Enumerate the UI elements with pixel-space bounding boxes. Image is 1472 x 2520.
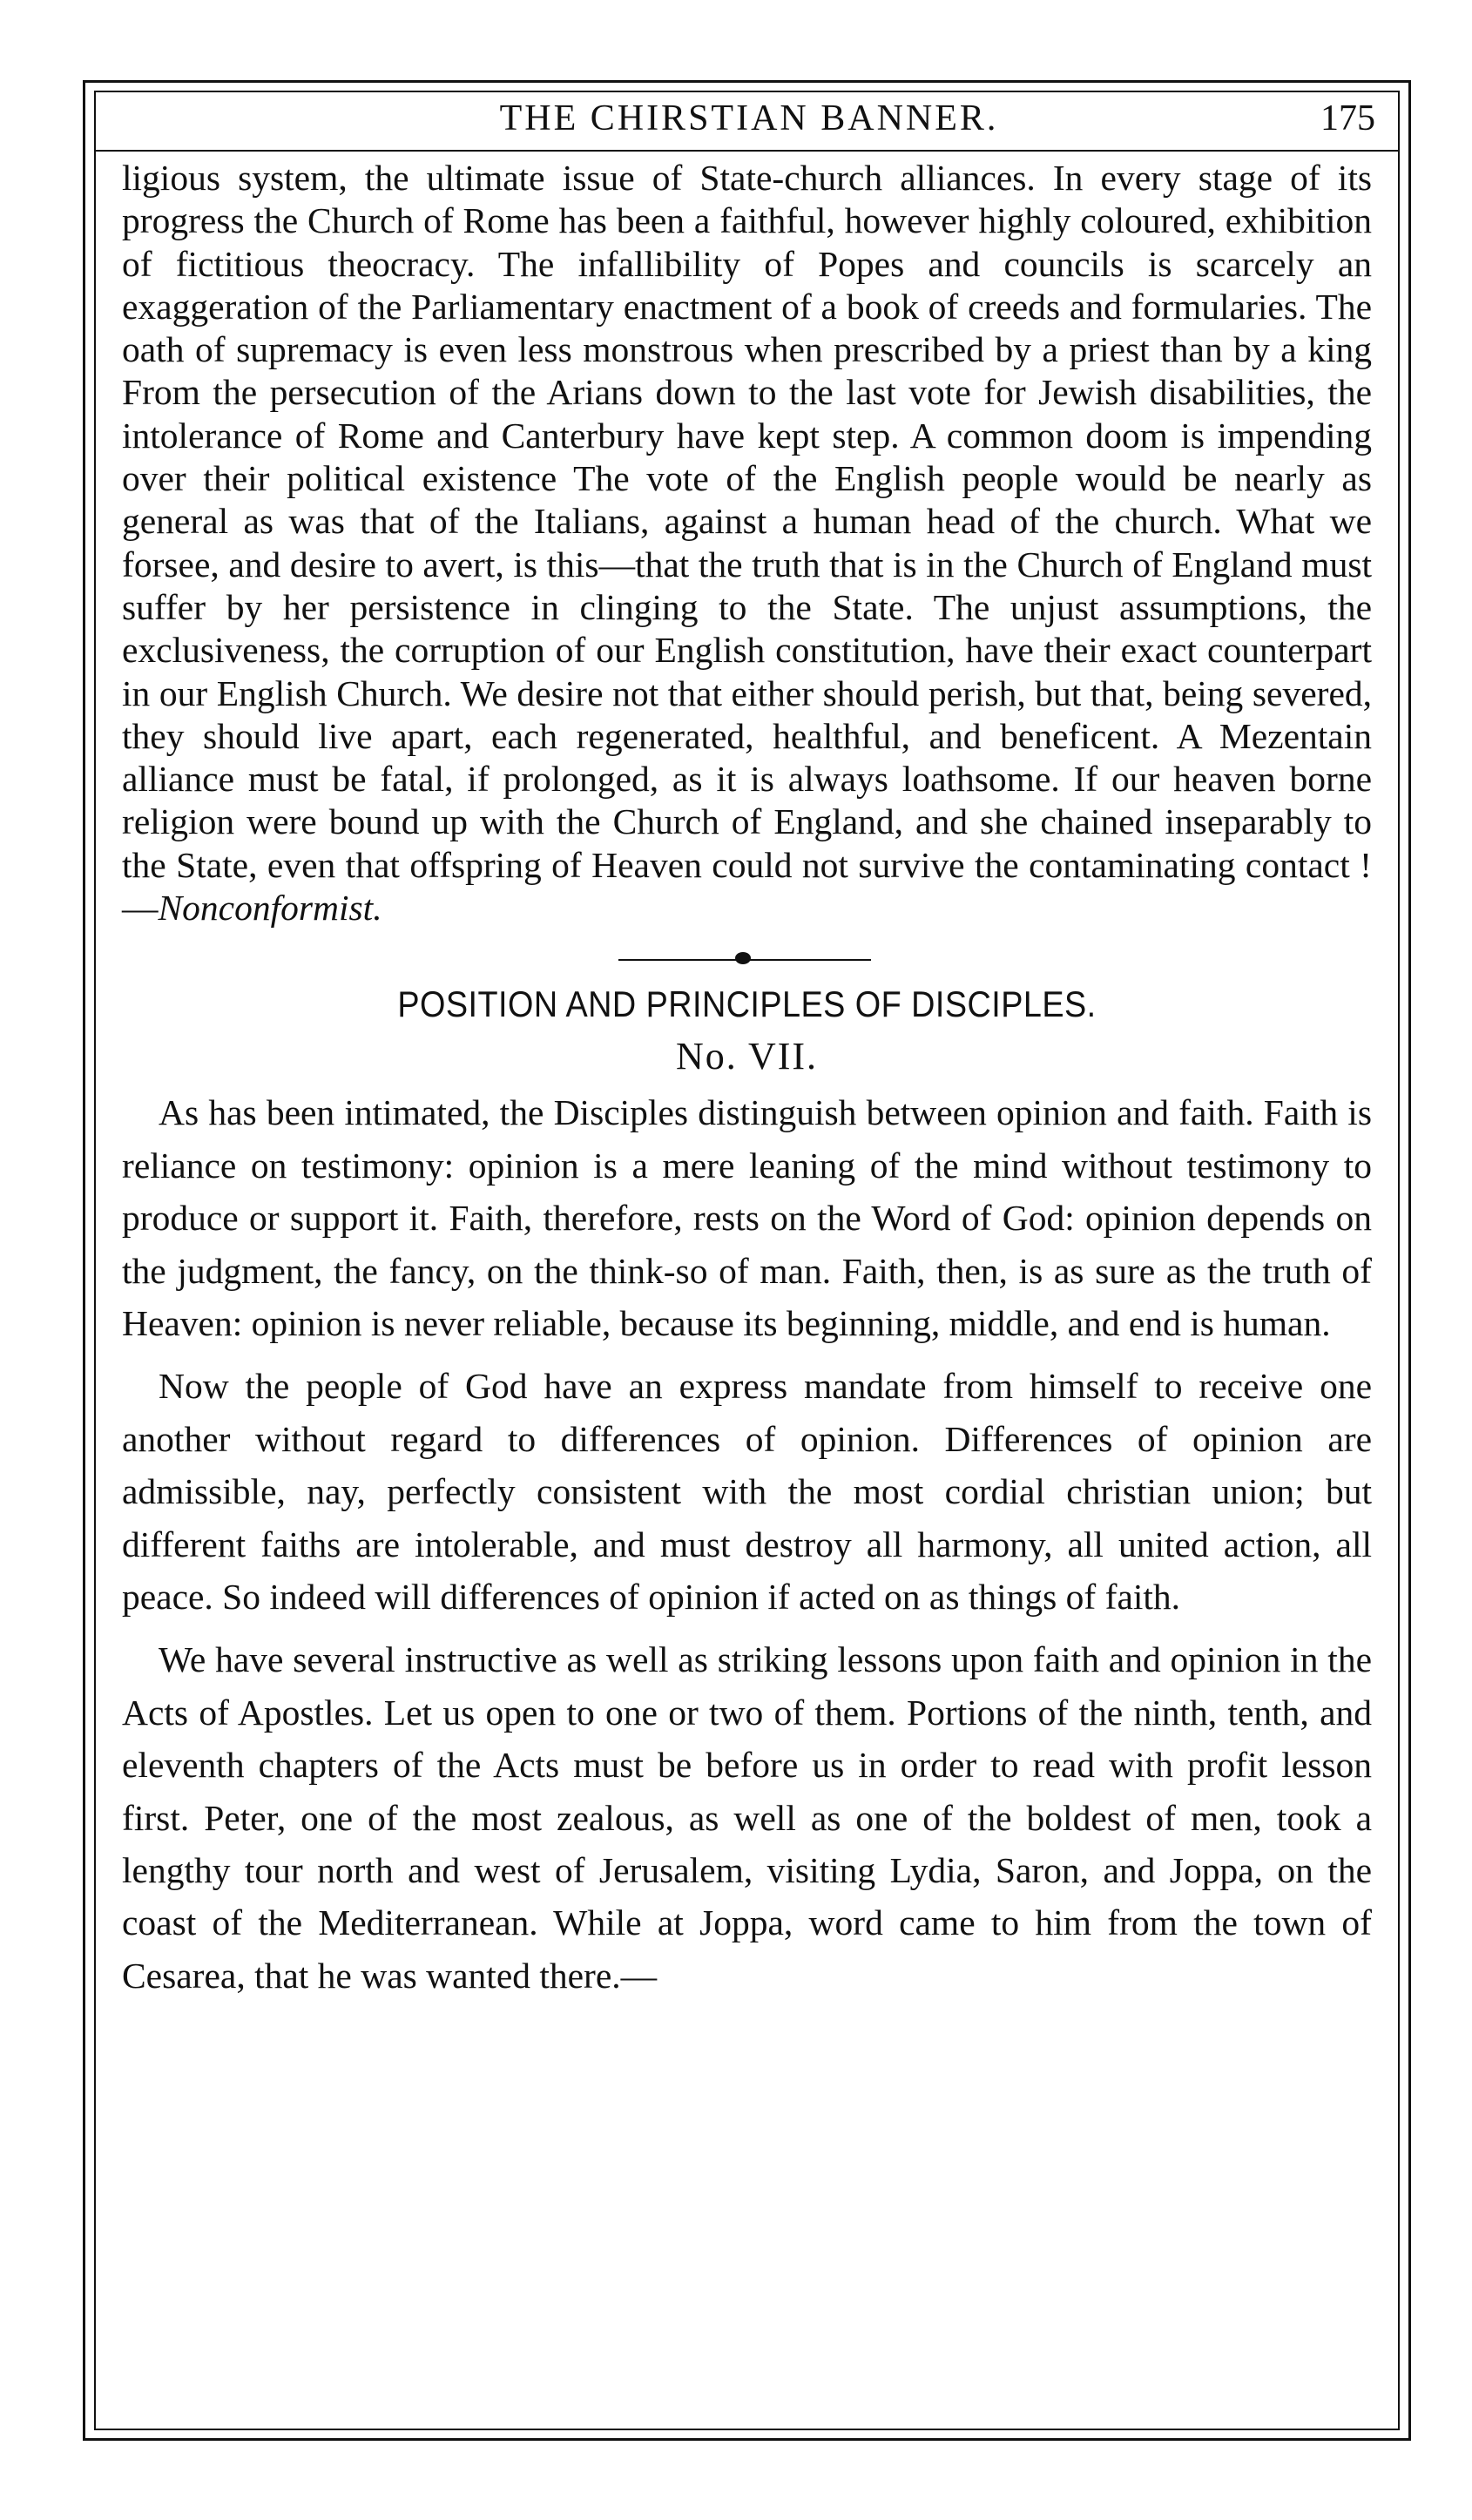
page-content <box>122 157 1372 2002</box>
quoted-article-paragraph <box>122 157 1372 929</box>
quoted-article-text: ligious system, the ultimate issue of State-church alliances. In every stage of its progress the Church of Rome has been a faithful, however highly coloured, exhibition of fictitious theocracy. The infallibility of Popes and councils is scarcely an exaggeration of the Parliamentary enactment of a book of creeds and formularies. The oath of supremacy is even less monstrous when prescribed by a priest than by a king From the persecution of the Arians down to the last vote for Jewish disabilities, the intolerance of Rome and Canterbury have kept step. A common doom is impending over their political existence The vote of the English people would be nearly as general as was that of the Italians, against a human head of the church. What we forsee, and desire to avert, is this—that the truth that is in the Church of England must suffer by her persistence in clinging to the State. The unjust assumptions, the exclusiveness, the corruption of our English constitution, have their exact counterpart in our English Church. We desire not that either should perish, but that, being severed, they should live apart, each regenerated, healthful, and beneficent. A Mezentain alliance must be fatal, if prolonged, as it is always loathsome. If our heaven borne religion were bound up with the Church of England, and she chained inseparably to the State, even that offspring of Heaven could not survive the contaminating contact !— <box>122 158 1372 929</box>
body-paragraph: We have several instructive as well as striking lessons upon faith and opinion in the Acts of Apostles. Let us open to one or two of them. Portions of the ninth, tenth, and eleventh chapters of the Acts must be before us in order to read with profit lesson first. Peter, one of the most zealous, as well as one of the boldest of men, took a lengthy tour north and west of Jerusalem, visiting Lydia, Saron, and Joppa, on the coast of the Mediterranean. While at Joppa, word came to him from the town of Cesarea, that he was wanted there.— <box>122 1639 1372 1996</box>
page-number: 175 <box>1320 98 1375 138</box>
section-number: No. VII. <box>675 1035 819 1078</box>
section-divider <box>122 942 1372 976</box>
divider-ornament <box>735 952 751 964</box>
section-title: POSITION AND PRINCIPLES OF DISCIPLES. <box>397 983 1097 1025</box>
header-rule <box>94 150 1400 152</box>
running-title: THE CHIRSTIAN BANNER. <box>499 98 999 138</box>
running-header <box>118 92 1381 146</box>
body-paragraph: Now the people of God have an express mandate from himself to receive one another without regard to differences of opinion. Differences of opinion are admissible, nay, perfectly consistent with the most cordial christian union; but different faiths are intolerable, and must destroy all harmony, all united action, all peace. So indeed will differences of opinion if acted on as things of faith. <box>122 1366 1372 1617</box>
source-attribution: Nonconformist. <box>158 888 382 929</box>
body-paragraph: As has been intimated, the Disciples distinguish between opinion and faith. Faith is reliance on testimony: opinion is a mere leaning of the mind without testimony to produce or support it. Faith, therefore, rests on the Word of God: opinion depends on the judgment, the fancy, on the think-so of man. Faith, then, is as sure as the truth of Heaven: opinion is never reliable, because its beginning, middle, and end is human. <box>122 1092 1372 1343</box>
